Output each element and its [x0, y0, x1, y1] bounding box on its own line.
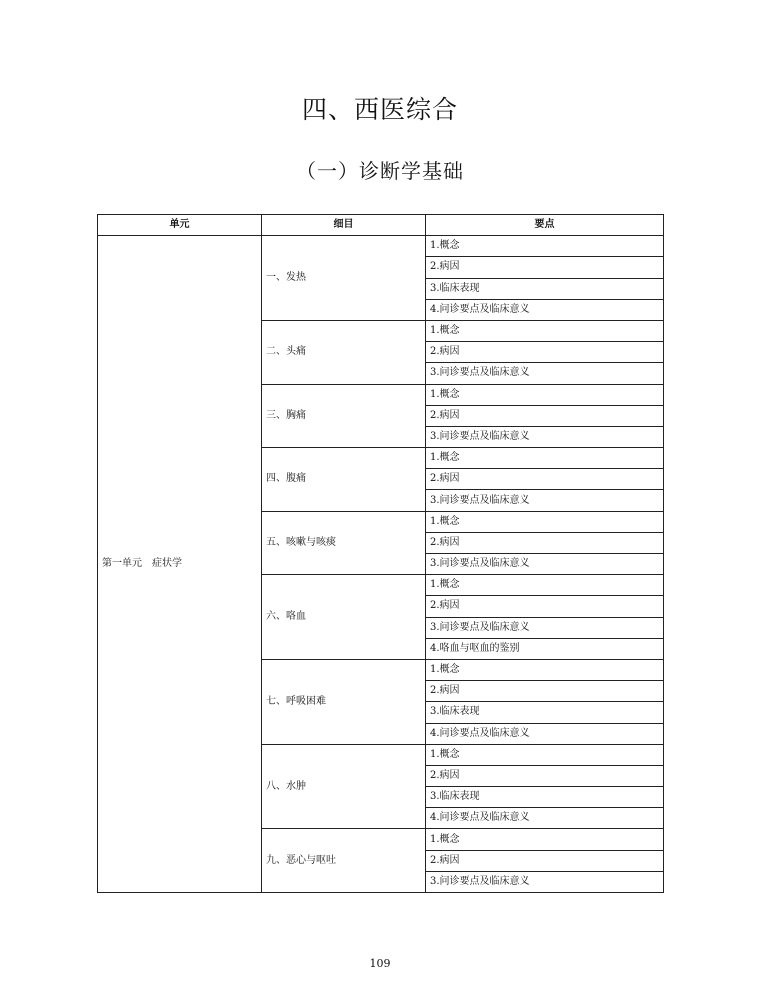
point-cell: 4.咯血与呕血的鉴别	[426, 638, 664, 659]
point-cell: 2.病因	[426, 681, 664, 702]
syllabus-table	[97, 214, 664, 893]
point-cell: 4.问诊要点及临床意义	[426, 723, 664, 744]
subsection-title: （一）诊断学基础	[296, 159, 464, 183]
column-header-point: 要点	[426, 215, 664, 236]
point-cell: 3.问诊要点及临床意义	[426, 554, 664, 575]
item-cell: 八、水肿	[262, 744, 426, 829]
point-cell: 3.问诊要点及临床意义	[426, 490, 664, 511]
item-cell: 五、咳嗽与咳痰	[262, 511, 426, 575]
point-cell: 3.问诊要点及临床意义	[426, 363, 664, 384]
point-cell: 1.概念	[426, 575, 664, 596]
point-cell: 1.概念	[426, 659, 664, 680]
point-cell: 1.概念	[426, 829, 664, 850]
point-cell: 1.概念	[426, 320, 664, 341]
item-cell: 四、腹痛	[262, 448, 426, 512]
point-cell: 3.临床表现	[426, 787, 664, 808]
point-cell: 3.临床表现	[426, 702, 664, 723]
point-cell: 1.概念	[426, 384, 664, 405]
point-cell: 3.临床表现	[426, 278, 664, 299]
page-number: 109	[369, 957, 391, 970]
table-row	[98, 236, 664, 257]
item-cell: 二、头痛	[262, 320, 426, 384]
point-cell: 2.病因	[426, 596, 664, 617]
point-cell: 3.问诊要点及临床意义	[426, 871, 664, 892]
point-cell: 1.概念	[426, 744, 664, 765]
point-cell: 3.问诊要点及临床意义	[426, 617, 664, 638]
item-cell: 九、恶心与呕吐	[262, 829, 426, 893]
column-header-item: 细目	[262, 215, 426, 236]
table-header-row	[98, 215, 664, 236]
point-cell: 2.病因	[426, 405, 664, 426]
item-cell: 七、呼吸困难	[262, 659, 426, 744]
column-header-unit: 单元	[98, 215, 262, 236]
unit-cell: 第一单元 症状学	[98, 236, 262, 893]
point-cell: 1.概念	[426, 236, 664, 257]
point-cell: 2.病因	[426, 257, 664, 278]
item-cell: 六、咯血	[262, 575, 426, 660]
point-cell: 1.概念	[426, 511, 664, 532]
point-cell: 2.病因	[426, 850, 664, 871]
section-title: 四、西医综合	[301, 95, 458, 124]
point-cell: 1.概念	[426, 448, 664, 469]
point-cell: 2.病因	[426, 469, 664, 490]
point-cell: 4.问诊要点及临床意义	[426, 808, 664, 829]
point-cell: 3.问诊要点及临床意义	[426, 426, 664, 447]
item-cell: 一、发热	[262, 236, 426, 321]
point-cell: 2.病因	[426, 532, 664, 553]
item-cell: 三、胸痛	[262, 384, 426, 448]
point-cell: 4.问诊要点及临床意义	[426, 299, 664, 320]
table-body	[98, 236, 664, 893]
point-cell: 2.病因	[426, 765, 664, 786]
point-cell: 2.病因	[426, 342, 664, 363]
